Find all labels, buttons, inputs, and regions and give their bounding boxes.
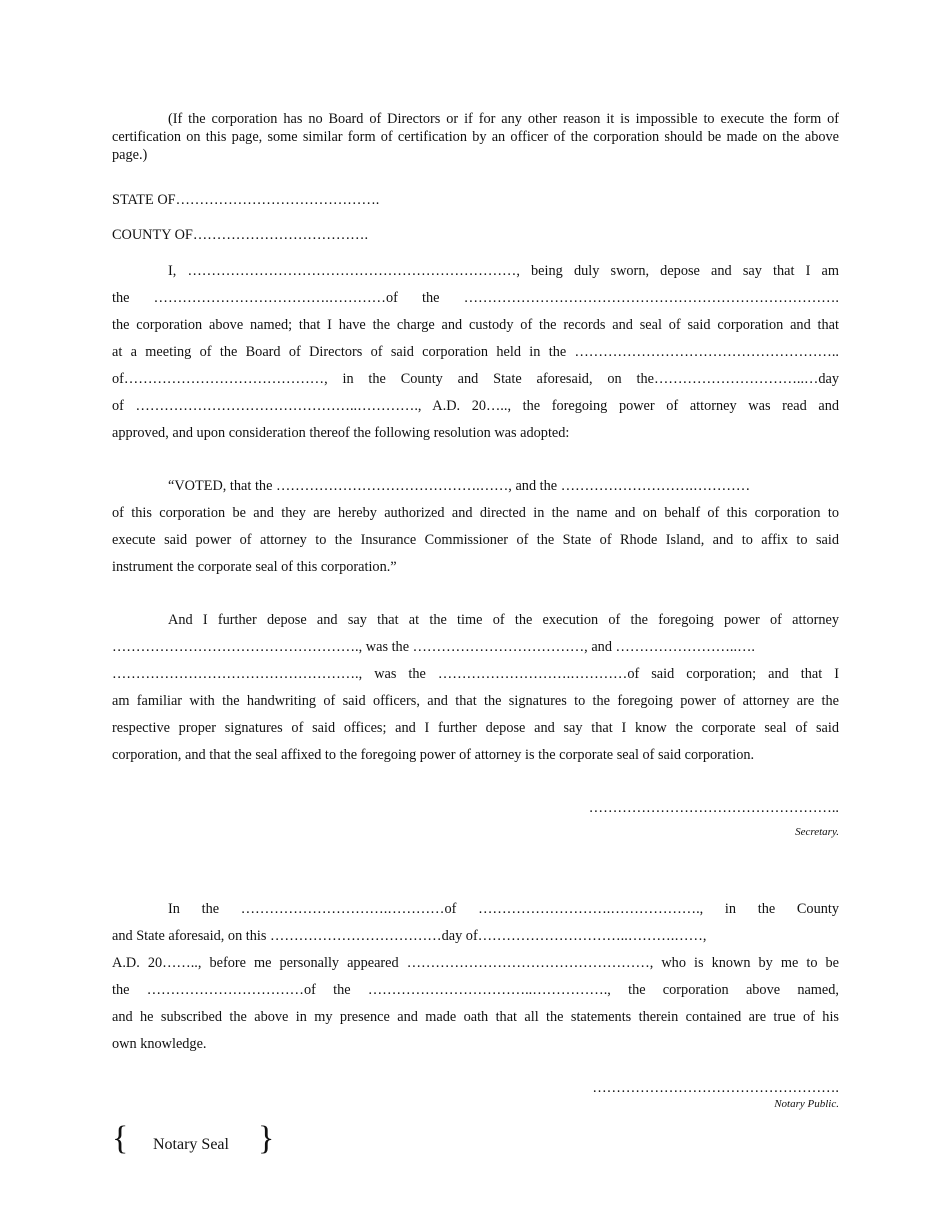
notary-line-5: and he subscribed the above in my presence and made oath that all the statements therein contained are true of his xyxy=(112,1009,839,1025)
notary-line-4: the ……………………………of the ……………………………..……………., the corporation above named, xyxy=(112,982,839,998)
seal-left-brace: { xyxy=(112,1120,129,1157)
affidavit-line-5: of……………………………………, in the County and State aforesaid, on the…………………………..…day xyxy=(112,371,839,387)
voted-line-2: of this corporation be and they are hereby authorized and directed in the name and on behalf of this corporation to xyxy=(112,505,839,521)
further-line-2: ……………………………………………., was the ………………………………, and ……………………..…. xyxy=(112,639,755,655)
notary-line-2: and State aforesaid, on this ………………………………day of…………………………..……….……, xyxy=(112,928,707,944)
affidavit-line-7: approved, and upon consideration thereof the following resolution was adopted: xyxy=(112,425,570,441)
further-line-1: And I further depose and say that at the time of the execution of the foregoing power of attorney xyxy=(168,612,839,628)
state-line: STATE OF……………………………………. xyxy=(112,192,380,208)
affidavit-line-6: of ………………………………………..…………., A.D. 20….., the foregoing power of attorney was read and xyxy=(112,398,839,414)
notary-line-3: A.D. 20…….., before me personally appeared ……………………………………………, who is known by me to be xyxy=(112,955,839,971)
notary-seal-label: Notary Seal xyxy=(153,1136,229,1153)
county-line: COUNTY OF………………………………. xyxy=(112,227,369,243)
notary-line-1: In the ………………………….…………of ……………………….………………., in the County xyxy=(168,901,839,917)
further-line-6: corporation, and that the seal affixed to the foregoing power of attorney is the corporate seal of said corporation. xyxy=(112,747,755,763)
notary-signature-line: ……………………………………………. xyxy=(592,1080,839,1096)
secretary-signature-line: …………………………………………….. xyxy=(588,800,839,816)
notary-caption: Notary Public. xyxy=(774,1098,839,1110)
further-line-3: ……………………………………………., was the ……………………….…………of said corporation; and that I xyxy=(112,666,839,682)
affidavit-line-1: I, ……………………………………………………………, being duly sworn, depose and say that I am xyxy=(168,263,839,279)
voted-line-3: execute said power of attorney to the Insurance Commissioner of the State of Rhode Island, and to affix to said xyxy=(112,532,839,548)
seal-right-brace: } xyxy=(258,1120,275,1157)
further-line-4: am familiar with the handwriting of said officers, and that the signatures to the foregoing power of attorney are the xyxy=(112,693,839,709)
intro-paragraph: (If the corporation has no Board of Directors or if for any other reason it is impossible to execute the form of certification on this page, some similar form of certification by an officer of the corporation should be made on the above page.) xyxy=(112,111,839,163)
voted-line-4: instrument the corporate seal of this corporation.” xyxy=(112,559,397,575)
affidavit-line-2: the ……………………………….…………of the ……………………………………………………………………. xyxy=(112,290,839,306)
certification-form xyxy=(112,110,839,1157)
secretary-caption: Secretary. xyxy=(795,826,839,838)
voted-line-1: “VOTED, that the …………………………………….……, and the ……………………….………… xyxy=(168,478,751,494)
further-line-5: respective proper signatures of said offices; and I further depose and say that I know the corporate seal of said xyxy=(112,720,839,736)
affidavit-line-4: at a meeting of the Board of Directors of said corporation held in the ……………………………………………….. xyxy=(112,344,839,360)
affidavit-line-3: the corporation above named; that I have the charge and custody of the records and seal of said corporation and that xyxy=(112,317,839,333)
notary-line-6: own knowledge. xyxy=(112,1036,207,1052)
